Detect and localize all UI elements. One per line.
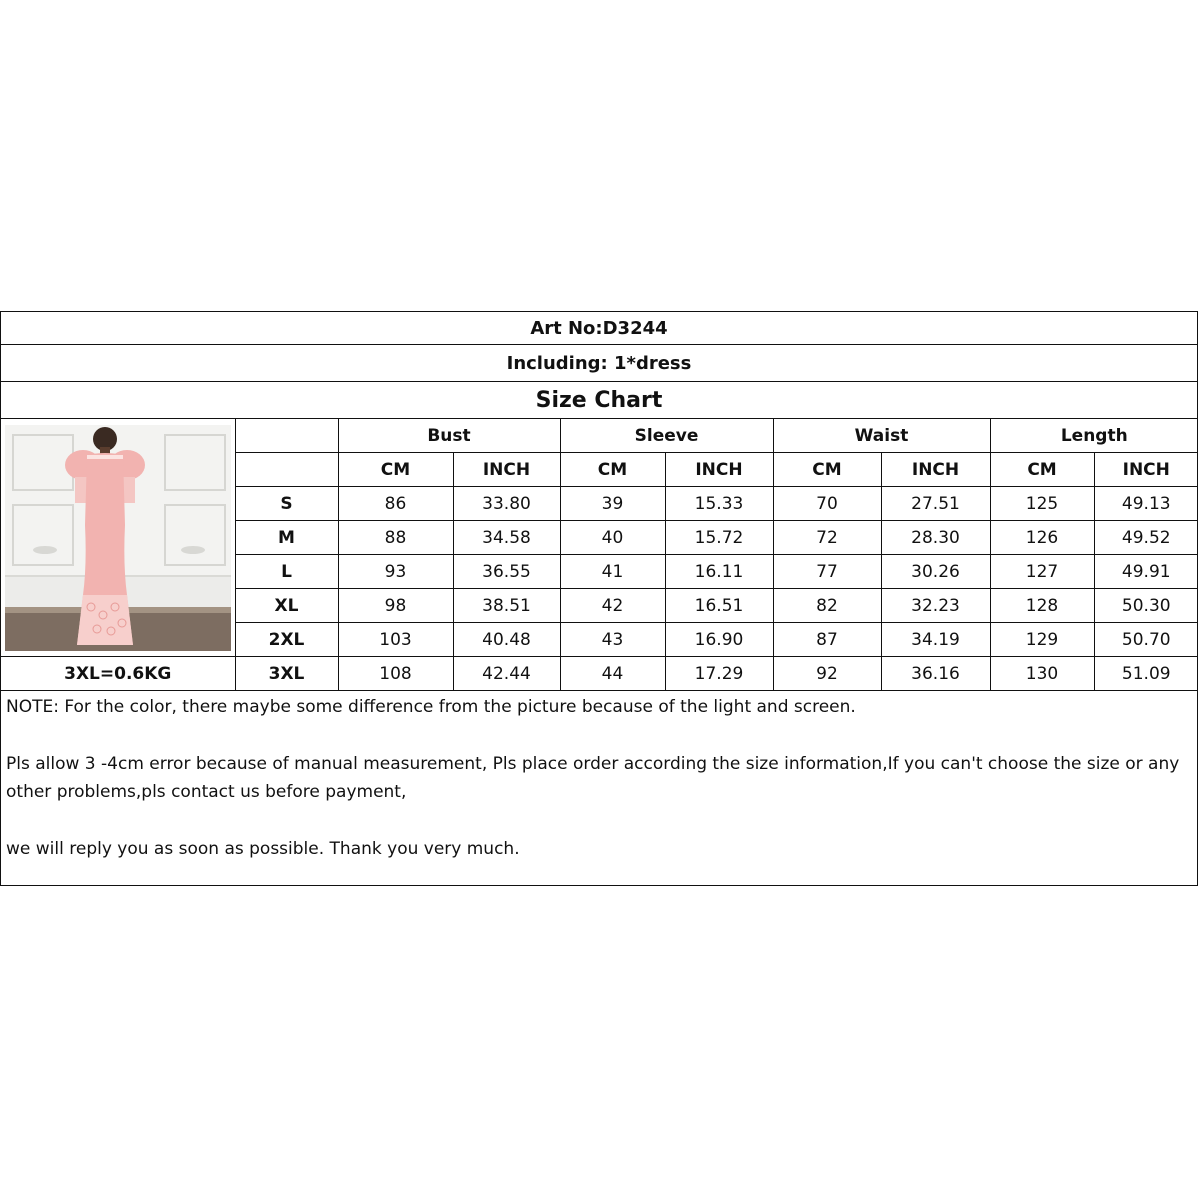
size-label: XL bbox=[235, 589, 338, 623]
unit-header: CM bbox=[560, 453, 665, 487]
table-cell: 15.72 bbox=[665, 521, 773, 555]
size-label: 2XL bbox=[235, 623, 338, 657]
notes-section bbox=[1, 693, 1197, 863]
size-label: 3XL bbox=[235, 657, 338, 691]
table-cell: 44 bbox=[560, 657, 665, 691]
unit-header: INCH bbox=[881, 453, 990, 487]
table-cell: 72 bbox=[773, 521, 881, 555]
table-cell: 49.91 bbox=[1094, 555, 1198, 589]
table-cell: 49.52 bbox=[1094, 521, 1198, 555]
table-cell: 42.44 bbox=[453, 657, 560, 691]
table-cell: 41 bbox=[560, 555, 665, 589]
table-cell: 82 bbox=[773, 589, 881, 623]
table-cell: 39 bbox=[560, 487, 665, 521]
table-cell: 129 bbox=[990, 623, 1094, 657]
table-cell: 50.30 bbox=[1094, 589, 1198, 623]
unit-header: INCH bbox=[453, 453, 560, 487]
unit-header-blank bbox=[235, 453, 338, 487]
table-cell: 108 bbox=[338, 657, 453, 691]
group-header-bust: Bust bbox=[338, 419, 560, 453]
table-cell: 16.51 bbox=[665, 589, 773, 623]
unit-header: INCH bbox=[665, 453, 773, 487]
size-label: S bbox=[235, 487, 338, 521]
table-cell: 33.80 bbox=[453, 487, 560, 521]
table-cell: 36.55 bbox=[453, 555, 560, 589]
table-cell: 128 bbox=[990, 589, 1094, 623]
table-cell: 34.19 bbox=[881, 623, 990, 657]
article-number: Art No:D3244 bbox=[1, 312, 1197, 345]
table-cell: 70 bbox=[773, 487, 881, 521]
page-title: Size Chart bbox=[1, 382, 1197, 419]
table-cell: 36.16 bbox=[881, 657, 990, 691]
unit-header: INCH bbox=[1094, 453, 1198, 487]
table-cell: 30.26 bbox=[881, 555, 990, 589]
table-cell: 16.90 bbox=[665, 623, 773, 657]
table-cell: 93 bbox=[338, 555, 453, 589]
table-cell: 32.23 bbox=[881, 589, 990, 623]
table-cell: 49.13 bbox=[1094, 487, 1198, 521]
table-cell: 40.48 bbox=[453, 623, 560, 657]
measurement-note: Pls allow 3 -4cm error because of manual measurement, Pls place order according the size information,If you can't choose the size or any other problems,pls contact us before payment, bbox=[6, 754, 1180, 802]
table-cell: 38.51 bbox=[453, 589, 560, 623]
table-cell: 86 bbox=[338, 487, 453, 521]
table-cell: 77 bbox=[773, 555, 881, 589]
table-cell: 34.58 bbox=[453, 521, 560, 555]
table-cell: 27.51 bbox=[881, 487, 990, 521]
table-cell: 98 bbox=[338, 589, 453, 623]
group-header-length: Length bbox=[990, 419, 1198, 453]
table-cell: 88 bbox=[338, 521, 453, 555]
weight-note: 3XL=0.6KG bbox=[1, 657, 235, 691]
table-row bbox=[1, 657, 1198, 691]
table-cell: 51.09 bbox=[1094, 657, 1198, 691]
table-cell: 87 bbox=[773, 623, 881, 657]
table-cell: 40 bbox=[560, 521, 665, 555]
table-cell: 50.70 bbox=[1094, 623, 1198, 657]
group-header-sleeve: Sleeve bbox=[560, 419, 773, 453]
table-cell: 15.33 bbox=[665, 487, 773, 521]
included-items: Including: 1*dress bbox=[1, 345, 1197, 382]
table-cell: 103 bbox=[338, 623, 453, 657]
table-cell: 43 bbox=[560, 623, 665, 657]
table-cell: 127 bbox=[990, 555, 1094, 589]
table-cell: 28.30 bbox=[881, 521, 990, 555]
dress-photo bbox=[5, 425, 231, 651]
size-chart-sheet bbox=[0, 311, 1198, 886]
unit-header: CM bbox=[338, 453, 453, 487]
reply-note: we will reply you as soon as possible. Thank you very much. bbox=[6, 839, 520, 859]
table-cell: 126 bbox=[990, 521, 1094, 555]
product-photo-cell bbox=[1, 419, 235, 657]
table-cell: 125 bbox=[990, 487, 1094, 521]
size-label: L bbox=[235, 555, 338, 589]
table-cell: 17.29 bbox=[665, 657, 773, 691]
size-header-blank bbox=[235, 419, 338, 453]
table-cell: 92 bbox=[773, 657, 881, 691]
table-cell: 42 bbox=[560, 589, 665, 623]
unit-header: CM bbox=[773, 453, 881, 487]
unit-header: CM bbox=[990, 453, 1094, 487]
group-header-waist: Waist bbox=[773, 419, 990, 453]
size-table bbox=[1, 419, 1198, 691]
table-cell: 130 bbox=[990, 657, 1094, 691]
color-note: NOTE: For the color, there maybe some difference from the picture because of the light and screen. bbox=[6, 697, 856, 717]
table-cell: 16.11 bbox=[665, 555, 773, 589]
size-label: M bbox=[235, 521, 338, 555]
